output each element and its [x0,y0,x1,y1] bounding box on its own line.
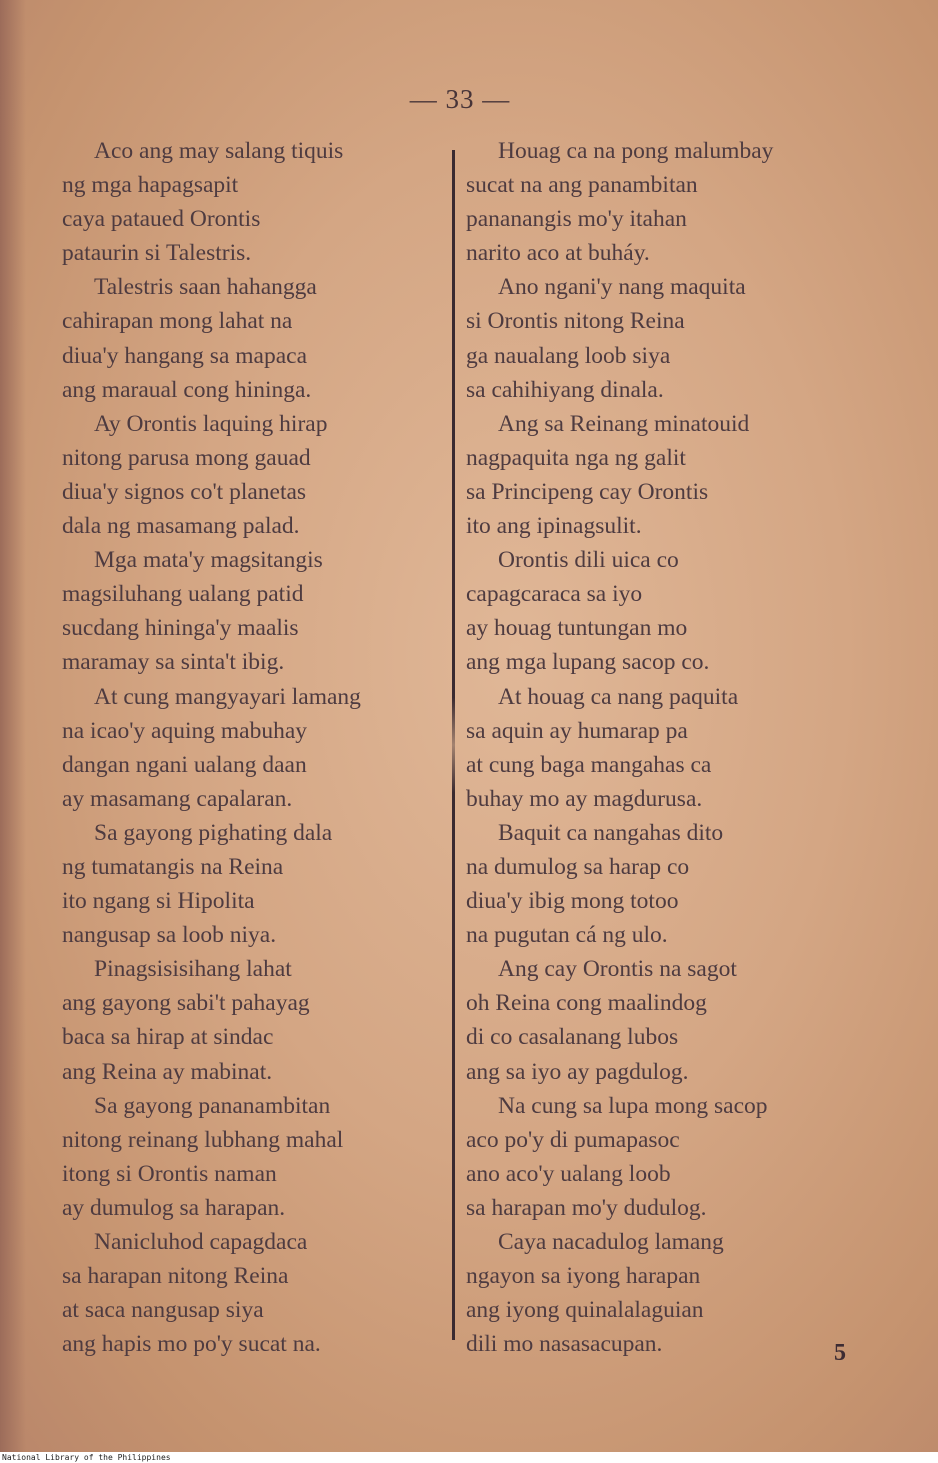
verse-line: dala ng masamang palad. [62,513,300,540]
verse-line: At houag ca nang paquita [498,683,739,710]
verse-line: ang gayong sabi't pahayag [62,990,310,1017]
footer-credit: National Library of the Philippines [0,1452,938,1463]
verse-line: Houag ca na pong malumbay [498,138,774,164]
verse-line: ay dumulog sa harapan. [62,1194,286,1221]
right-column [466,134,866,1361]
page-edge-shadow [0,0,26,1452]
verse-line: nitong reinang lubhang mahal [62,1126,344,1153]
verse-line: na icao'y aquing mabuhay [62,717,308,744]
verse-line: nagpaquita nga ng galit [466,444,686,471]
verse-line: sucat na ang panambitan [466,172,698,199]
verse-line: at cung baga mangahas ca [466,751,712,778]
verse-line: diua'y hangang sa mapaca [62,342,308,369]
verse-line: Ano ngani'y nang maquita [498,274,746,301]
verse-line: itong si Orontis naman [62,1160,277,1187]
verse-line: sa aquin ay humarap pa [466,717,688,744]
verse-line: Baquit ca nangahas dito [498,819,724,846]
verse-line: Caya nacadulog lamang [498,1229,724,1255]
verse-line: ng mga hapagsapit [62,172,239,199]
verse-line: ga naualang loob siya [466,342,671,369]
verse-line: sa harapan nitong Reina [62,1263,289,1290]
signature-mark: 5 [834,1340,846,1366]
verse-line: Pinagsisisihang lahat [94,956,292,983]
verse-line: dangan ngani ualang daan [62,751,307,778]
verse-line: pataurin si Talestris. [62,240,252,267]
verse-line: Ang sa Reinang minatouid [498,410,750,437]
verse-line: Ay Orontis laquing hirap [94,410,328,437]
verse-line: ang Reina ay mabinat. [62,1058,273,1085]
verse-line: capagcaraca sa iyo [466,581,643,608]
verse-line: buhay mo ay magdurusa. [466,785,703,812]
verse-line: narito aco at buháy. [466,240,650,267]
verse-line: Sa gayong pighating dala [94,819,333,846]
verse-line: baca sa hirap at sindac [62,1024,274,1051]
verse-line: aco po'y di pumapasoc [466,1126,680,1153]
verse-line: dili mo nasasacupan. [466,1331,663,1358]
verse-line: ito ngang si Hipolita [62,888,255,915]
verse-line: At cung mangyayari lamang [94,683,361,710]
verse-line: ang mga lupang sacop co. [466,649,710,676]
verse-line: sa cahihiyang dinala. [466,376,664,403]
verse-line: Ang cay Orontis na sagot [498,956,737,983]
left-column [62,134,442,1361]
verse-line: Aco ang may salang tiquis [94,138,344,164]
verse-line: na pugutan cá ng ulo. [466,922,668,949]
verse-line: ang iyong quinalalaguian [466,1297,704,1324]
verse-line: di co casalanang lubos [466,1024,679,1051]
verse-line: diua'y ibig mong totoo [466,888,679,915]
verse-line: ang sa iyo ay pagdulog. [466,1058,689,1085]
verse-line: si Orontis nitong Reina [466,308,685,335]
verse-line: nangusap sa loob niya. [62,922,277,949]
verse-line: caya pataued Orontis [62,206,261,233]
column-divider [452,150,455,1340]
verse-line: at saca nangusap siya [62,1297,264,1324]
verse-line: Nanicluhod capagdaca [94,1229,308,1255]
verse-line: sa Principeng cay Orontis [466,478,709,505]
verse-line: sucdang hininga'y maalis [62,615,299,642]
verse-line: na dumulog sa harap co [466,853,690,880]
verse-line: diua'y signos co't planetas [62,478,307,505]
verse-line: Na cung sa lupa mong sacop [498,1092,768,1119]
verse-line: ano aco'y ualang loob [466,1160,671,1187]
verse-line: ang maraual cong hininga. [62,376,312,403]
verse-line: ito ang ipinagsulit. [466,513,642,540]
verse-line: sa harapan mo'y dudulog. [466,1194,707,1221]
verse-line: ng tumatangis na Reina [62,853,284,880]
verse-line: ang hapis mo po'y sucat na. [62,1331,321,1358]
page-number: — 33 — [409,84,511,114]
verse-line: nitong parusa mong gauad [62,444,311,471]
verse-line: ay houag tuntungan mo [466,615,688,642]
verse-line: Talestris saan hahangga [94,274,317,301]
verse-line: Orontis dili uica co [498,547,679,574]
verse-line: magsiluhang ualang patid [62,581,304,608]
verse-line: ngayon sa iyong harapan [466,1263,701,1290]
verse-line: ay masamang capalaran. [62,785,293,812]
verse-line: Sa gayong pananambitan [94,1092,331,1119]
verse-line: cahirapan mong lahat na [62,308,293,335]
verse-line: Mga mata'y magsitangis [94,547,323,574]
verse-line: oh Reina cong maalindog [466,990,707,1017]
verse-line: pananangis mo'y itahan [466,206,687,233]
verse-line: maramay sa sinta't ibig. [62,649,285,676]
